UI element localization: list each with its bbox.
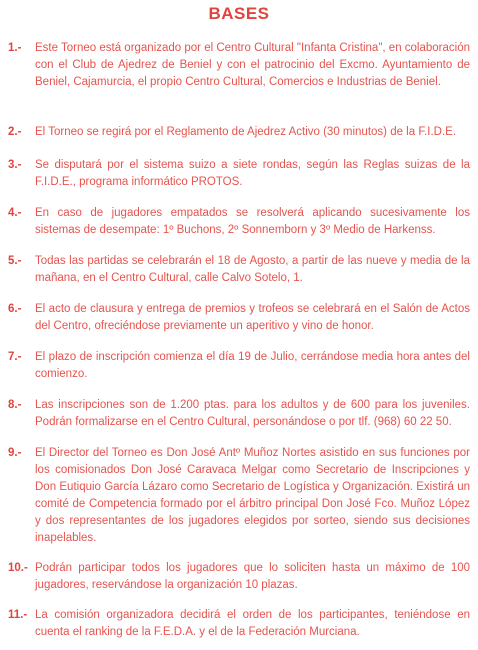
clause-number: 9.- bbox=[8, 447, 22, 459]
clause-text: Las inscripciones son de 1.200 ptas. para los adultos y de 600 para los juveniles. Podrán formalizarse en el Centro Cultural, personándose o por tlf. (968) 60 22 50. bbox=[35, 399, 470, 428]
clause-text: El Torneo se regirá por el Reglamento de Ajedrez Activo (30 minutos) de la F.I.D.E. bbox=[35, 126, 457, 138]
clause-text: En caso de jugadores empatados se resolverá aplicando sucesivamente los sistemas de desempate: 1º Buchons, 2º Sonnemborn y 3º Medio de Harkenss. bbox=[35, 207, 470, 236]
clause-text: Todas las partidas se celebrarán el 18 de Agosto, a partir de las nueve y media de la mañana, en el Centro Cultural, calle Calvo Sotelo, 1. bbox=[35, 255, 470, 284]
clause-number: 3.- bbox=[8, 159, 22, 171]
clause-number: 2.- bbox=[8, 126, 22, 138]
clause-text: El plazo de inscripción comienza el día 19 de Julio, cerrándose media hora antes del comienzo. bbox=[35, 351, 470, 380]
clause-text: El Director del Torneo es Don José Antº Muñoz Nortes asistido en sus funciones por los comisionados Don José Caravaca Melgar como Secretario de Inscripciones y Don Eutiquio García Lázaro como Secretario de Logística y Organización. Existirá un comité de Competencia formado por el árbitro principal Don José Fco. Muñoz López y dos representantes de los jugadores elegidos por sorteo, siendo sus decisiones inapelables. bbox=[35, 447, 470, 544]
clause-number: 5.- bbox=[8, 255, 22, 267]
clause-number: 1.- bbox=[8, 42, 22, 54]
document-title: BASES bbox=[208, 4, 270, 23]
clause-text: Este Torneo está organizado por el Centro Cultural "Infanta Cristina", en colaboración con el Club de Ajedrez de Beniel y con el patrocinio del Excmo. Ayuntamiento de Beniel, Cajamurcia, el propio Centro Cultural, Comercios e Industrias de Beniel. bbox=[35, 42, 470, 88]
clause-number: 7.- bbox=[8, 351, 22, 363]
clause-number: 8.- bbox=[8, 399, 22, 411]
clause-number: 10.- bbox=[8, 562, 28, 574]
clause-number: 11.- bbox=[8, 609, 28, 621]
clause-number: 4.- bbox=[8, 207, 22, 219]
clause-text: Podrán participar todos los jugadores que lo soliciten hasta un máximo de 100 jugadores, reservándose la organización 10 plazas. bbox=[35, 562, 470, 591]
clause-text: La comisión organizadora decidirá el orden de los participantes, teniéndose en cuenta el ranking de la F.E.D.A. y el de la Federación Murciana. bbox=[35, 609, 470, 638]
clause-text: Se disputará por el sistema suizo a siete rondas, según las Reglas suizas de la F.I.D.E., programa informático PROTOS. bbox=[35, 159, 470, 188]
clause-text: El acto de clausura y entrega de premios y trofeos se celebrará en el Salón de Actos del Centro, ofreciéndose previamente un aperitivo y vino de honor. bbox=[35, 303, 470, 332]
clause-number: 6.- bbox=[8, 303, 22, 315]
